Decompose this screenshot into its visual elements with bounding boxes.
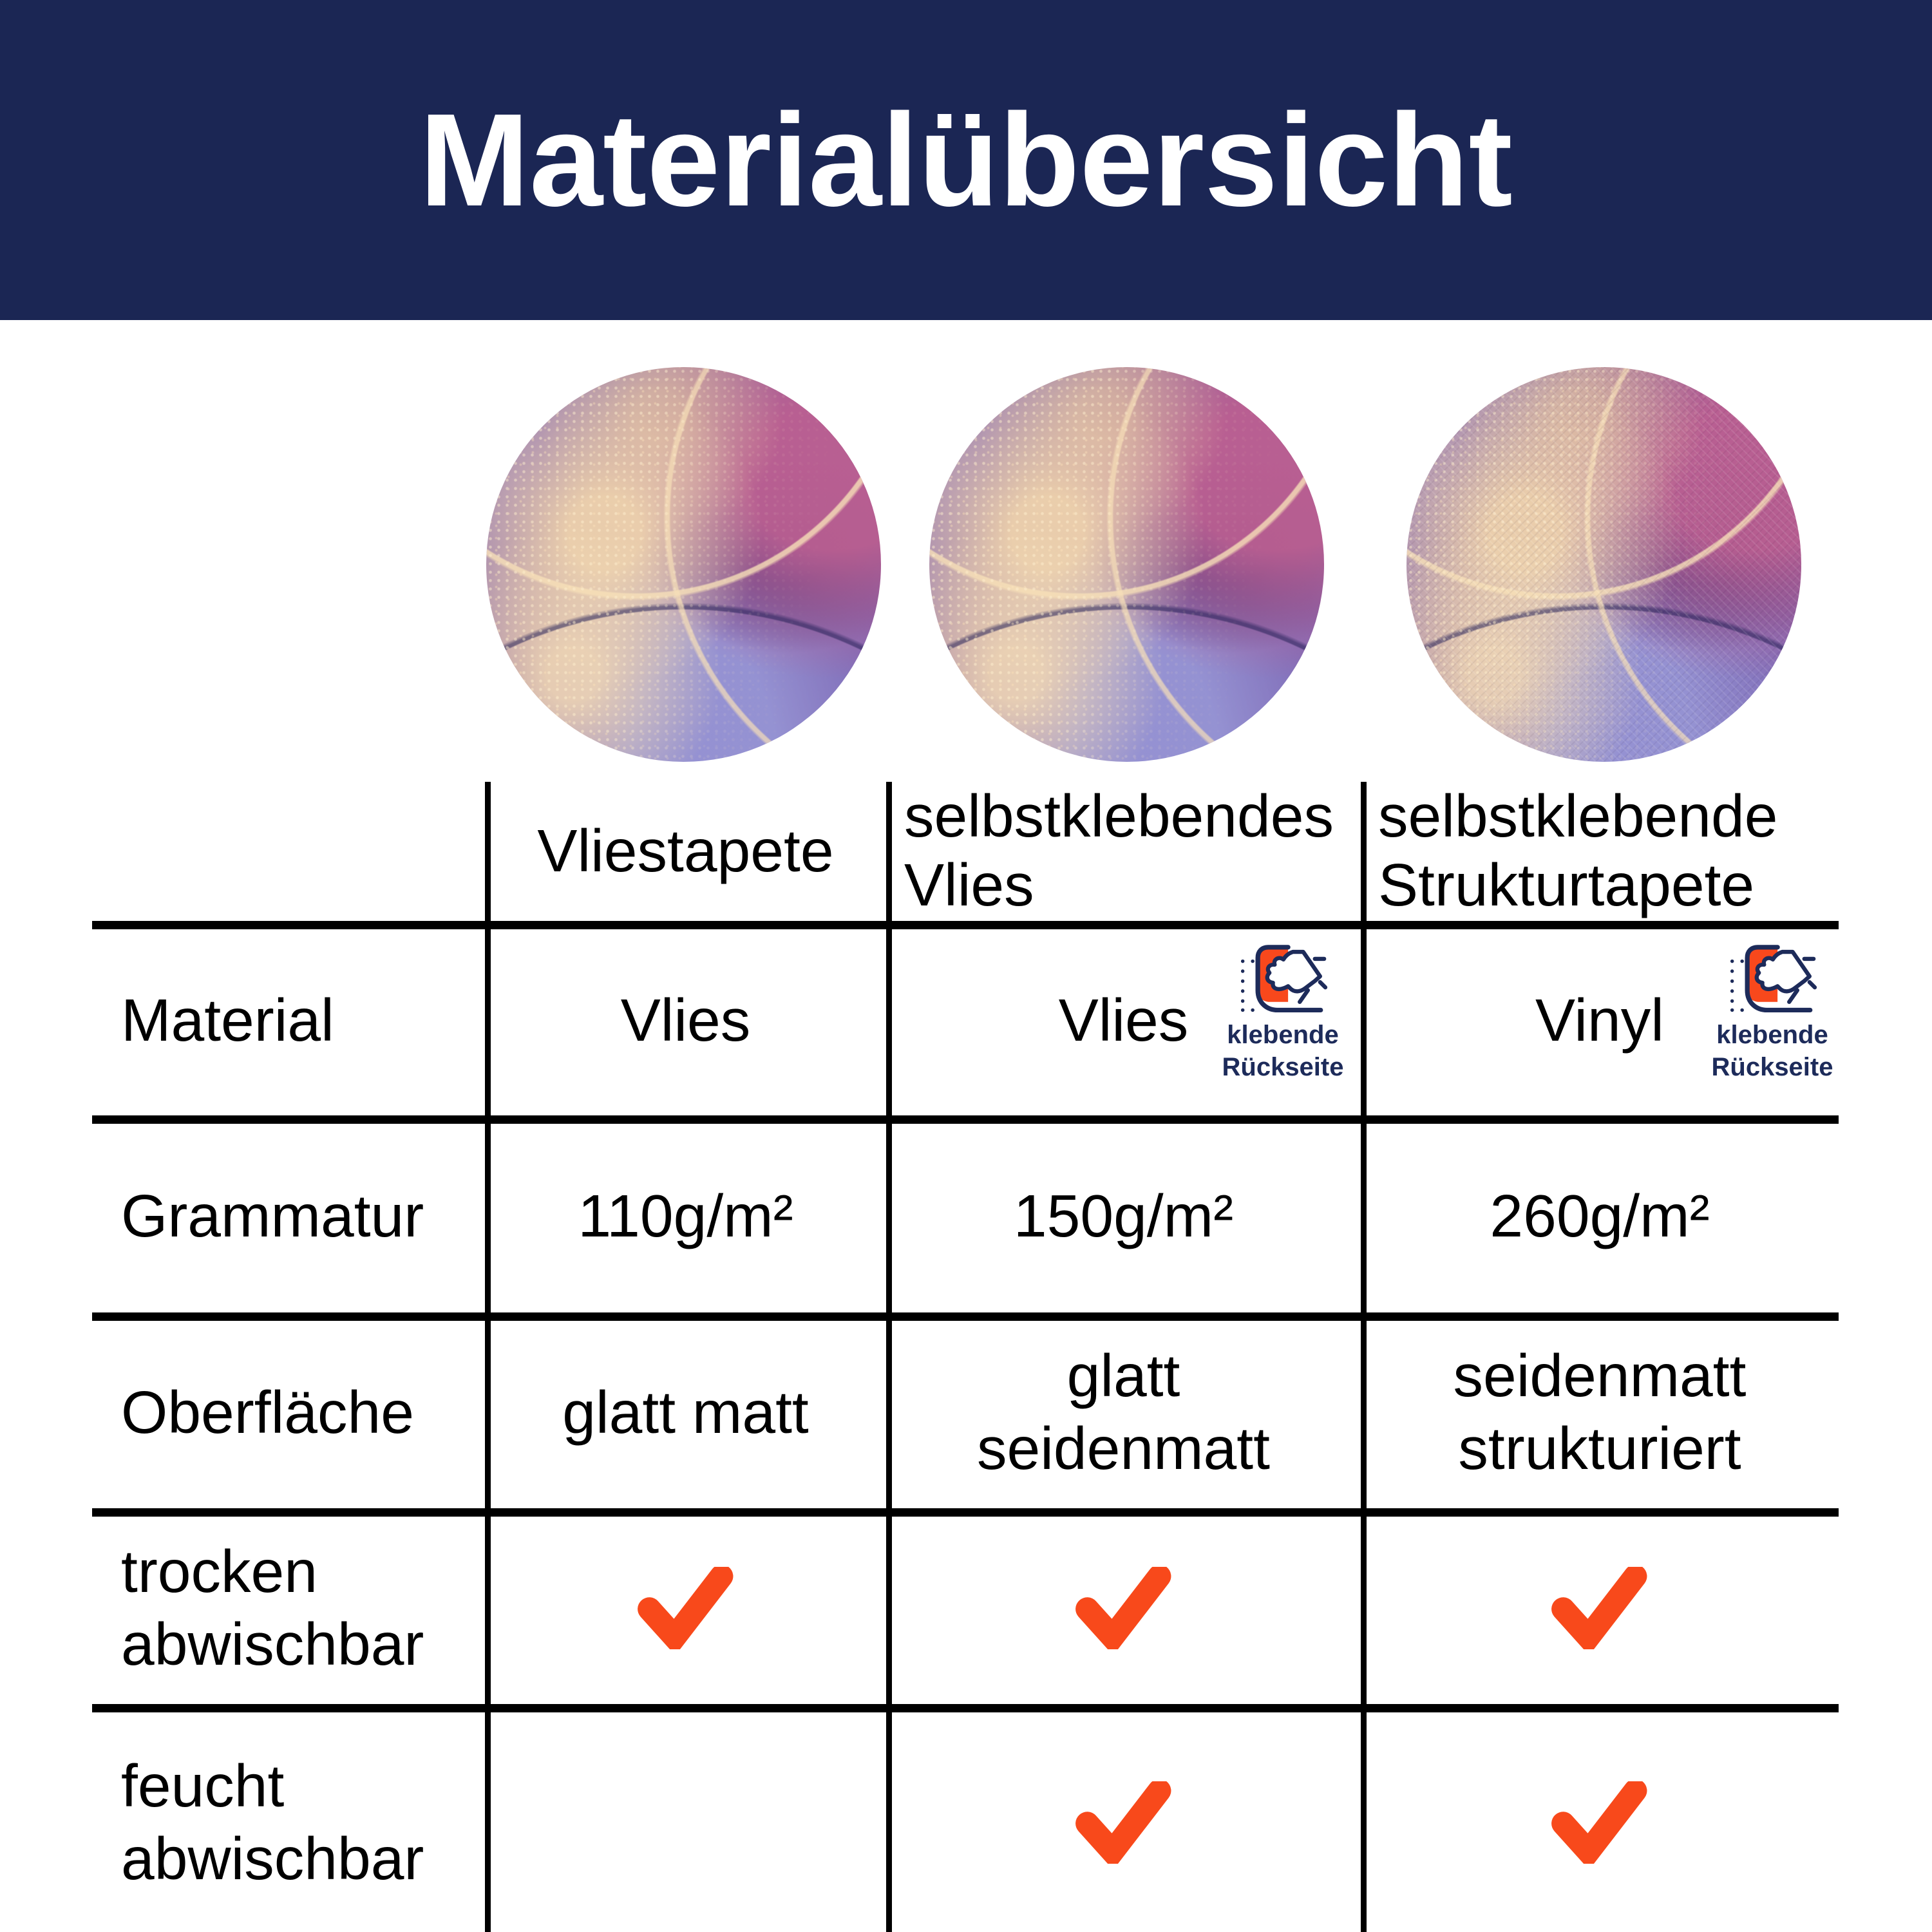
table-horizontal-line xyxy=(92,1508,1839,1517)
check-icon xyxy=(1551,1567,1648,1649)
row-label-text: abwischbar xyxy=(121,1824,424,1892)
row-label-text: Material xyxy=(121,986,334,1054)
table-vertical-line xyxy=(485,782,491,1932)
table-vertical-line xyxy=(1361,782,1367,1932)
cell-text: Vlies xyxy=(1058,986,1189,1054)
check-trocken-vliestapete xyxy=(491,1517,880,1700)
cell-text: glatt matt xyxy=(562,1378,809,1446)
row-label-text: Oberfläche xyxy=(121,1378,414,1446)
check-icon xyxy=(1551,1781,1648,1864)
wallpaper-swatch-selbstklebendes-vlies xyxy=(929,367,1324,762)
check-trocken-selbstklebendes-vlies xyxy=(892,1517,1355,1700)
adhesive-back-badge xyxy=(1701,940,1843,1098)
gold-sparkle-overlay xyxy=(486,367,881,762)
wallpaper-swatch-vliestapete xyxy=(486,367,881,762)
cell-text: 110g/m² xyxy=(578,1182,793,1249)
fabric-texture-overlay xyxy=(1406,367,1801,762)
cell-text: Vinyl xyxy=(1535,986,1664,1054)
wallpaper-swatch-strukturtapete xyxy=(1406,367,1801,762)
gold-sparkle-overlay xyxy=(929,367,1324,762)
cell-oberflaeche-vliestapete xyxy=(491,1321,880,1504)
column-header-text: Vlies xyxy=(904,851,1034,918)
badge-text: Rückseite xyxy=(1222,1053,1344,1081)
cell-material-vliestapete xyxy=(491,929,880,1111)
check-feucht-selbstklebendes-vlies xyxy=(892,1712,1355,1932)
badge-text: klebende xyxy=(1716,1021,1828,1049)
cell-text: seidenmatt xyxy=(1453,1342,1747,1409)
cell-text: glatt xyxy=(1066,1342,1180,1409)
check-trocken-strukturtapete xyxy=(1367,1517,1833,1700)
check-icon xyxy=(1075,1781,1172,1864)
cell-text: strukturiert xyxy=(1458,1415,1741,1482)
adhesive-back-badge xyxy=(1212,940,1354,1098)
cell-oberflaeche-strukturtapete xyxy=(1367,1321,1833,1504)
title-banner xyxy=(0,0,1932,320)
column-header-strukturtapete xyxy=(1378,782,1829,920)
page-title: Materialübersicht xyxy=(419,86,1513,234)
table-horizontal-line xyxy=(92,921,1839,929)
cell-text: 150g/m² xyxy=(1013,1182,1234,1249)
cell-text: Vlies xyxy=(620,986,751,1054)
row-label-feucht-abwischbar xyxy=(121,1712,469,1932)
table-vertical-line xyxy=(886,782,892,1932)
row-label-trocken-abwischbar xyxy=(121,1517,469,1700)
row-label-oberflaeche xyxy=(121,1321,469,1504)
cell-text: seidenmatt xyxy=(977,1415,1270,1482)
column-header-text: selbstklebende xyxy=(1378,782,1778,849)
cell-grammatur-vliestapete xyxy=(491,1124,880,1308)
row-label-text: Grammatur xyxy=(121,1182,424,1249)
column-header-text: Vliestapete xyxy=(537,817,834,884)
check-icon xyxy=(638,1567,734,1649)
column-header-selbstklebendes-vlies xyxy=(904,782,1355,920)
row-label-material xyxy=(121,929,469,1111)
adhesive-back-icon xyxy=(1225,940,1341,1019)
check-feucht-strukturtapete xyxy=(1367,1712,1833,1932)
cell-grammatur-strukturtapete xyxy=(1367,1124,1833,1308)
table-horizontal-line xyxy=(92,1115,1839,1124)
cell-grammatur-selbstklebendes-vlies xyxy=(892,1124,1355,1308)
check-icon xyxy=(1075,1567,1172,1649)
row-label-text: feucht xyxy=(121,1752,285,1819)
row-label-text: trocken xyxy=(121,1538,317,1605)
row-label-grammatur xyxy=(121,1124,469,1308)
marble-vein-overlay xyxy=(1406,367,1801,762)
marble-vein-overlay xyxy=(486,367,881,762)
marble-vein-overlay xyxy=(929,367,1324,762)
cell-oberflaeche-selbstklebendes-vlies xyxy=(892,1321,1355,1504)
badge-text: klebende xyxy=(1227,1021,1339,1049)
gold-sparkle-overlay xyxy=(1406,367,1801,762)
column-header-vliestapete xyxy=(491,782,880,920)
adhesive-back-icon xyxy=(1714,940,1830,1019)
column-header-text: Strukturtapete xyxy=(1378,851,1755,918)
table-horizontal-line xyxy=(92,1312,1839,1321)
cell-text: 260g/m² xyxy=(1490,1182,1710,1249)
badge-text: Rückseite xyxy=(1711,1053,1833,1081)
column-header-text: selbstklebendes xyxy=(904,782,1334,849)
row-label-text: abwischbar xyxy=(121,1611,424,1678)
table-horizontal-line xyxy=(92,1704,1839,1712)
